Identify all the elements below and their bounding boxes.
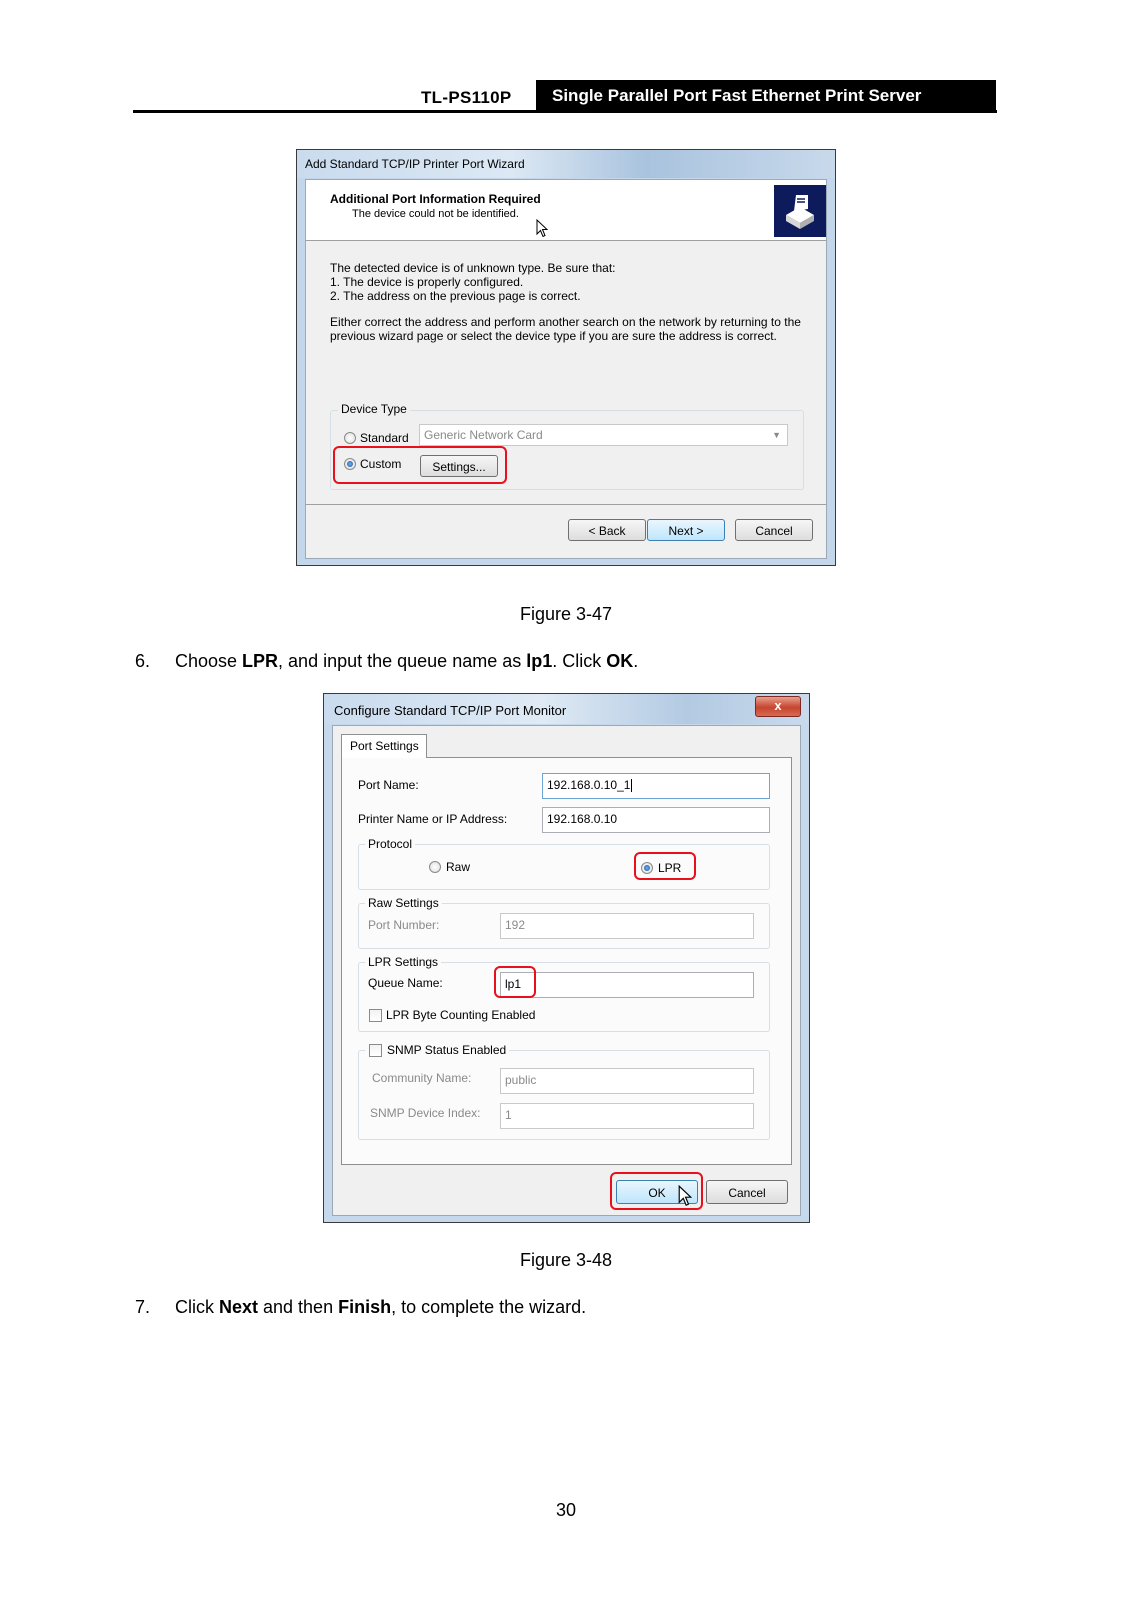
step-7-text-2: and then [258,1297,339,1317]
body-para-line-1: Either correct the address and perform another search on the network by returning to the [330,315,801,329]
step-7-text-1: Click [175,1297,219,1317]
step-7-bold-next: Next [219,1297,259,1317]
wizard-banner [306,180,826,241]
port-name-value: 192.168.0.10_1 [547,778,631,792]
highlight-lpr [634,852,696,880]
back-button[interactable]: < Back [568,519,646,541]
banner-heading: Additional Port Information Required [330,192,541,206]
body-line-1: The detected device is of unknown type. Be sure that: [330,261,616,275]
device-type-select[interactable] [419,424,788,446]
raw-radio[interactable] [429,861,441,873]
step-7-number: 7. [135,1297,151,1317]
ok-button[interactable]: OK [616,1180,698,1204]
protocol-group [358,844,770,890]
banner-subheading: The device could not be identified. [352,208,519,220]
snmp-checkbox[interactable] [369,1044,382,1057]
port-name-field[interactable] [542,773,770,799]
standard-radio[interactable] [344,432,356,444]
next-button[interactable]: Next > [647,519,725,541]
body-line-3: 2. The address on the previous page is correct. [330,289,581,303]
step-6-text-3: . Click [552,651,607,671]
page-number: 30 [555,1500,577,1520]
monitor-title: Configure Standard TCP/IP Port Monitor [334,703,567,718]
mouse-pointer-icon [536,219,548,241]
tcpip-port-wizard-window [296,149,836,566]
device-type-label: Device Type [338,402,410,416]
highlight-custom-settings [333,446,507,484]
snmp-device-index-field[interactable]: 1 [500,1103,754,1129]
step-6-bold-lpr: LPR [242,651,279,671]
wizard-title: Add Standard TCP/IP Printer Port Wizard [305,157,525,171]
step-6-bold-lp1: lp1 [526,651,553,671]
step-6-number: 6. [135,651,151,671]
figure-caption-3-47: Figure 3-47 [519,604,613,624]
step-6 [135,651,638,672]
port-number-field[interactable]: 192 [500,913,754,939]
text-caret [631,779,632,792]
cancel-button[interactable]: Cancel [735,519,813,541]
printer-icon [774,185,826,237]
queue-name-label: Queue Name: [368,976,443,990]
printer-name-label: Printer Name or IP Address: [358,812,508,826]
lpr-settings-label: LPR Settings [365,955,441,969]
tab-port-settings[interactable]: Port Settings [341,734,427,758]
byte-counting-checkbox[interactable] [369,1009,382,1022]
step-7-bold-finish: Finish [338,1297,392,1317]
header-rule [133,110,997,113]
port-settings-panel [341,757,792,1165]
monitor-client-area [332,725,801,1216]
standard-label: Standard [360,431,409,445]
custom-label: Custom [360,457,402,471]
step-6-text-2: , and input the queue name as [278,651,527,671]
wizard-footer-divider [306,504,826,505]
close-icon[interactable]: x [755,696,801,717]
mouse-pointer-icon [678,1185,692,1210]
step-7 [135,1297,586,1318]
printer-name-field[interactable]: 192.168.0.10 [542,807,770,833]
community-name-label: Community Name: [372,1071,472,1085]
body-para-line-2: previous wizard page or select the device type if you are sure the address is correct. [330,329,777,343]
raw-settings-label: Raw Settings [365,896,442,910]
step-6-text-4: . [633,651,639,671]
device-type-select-value: Generic Network Card [424,428,543,442]
protocol-label: Protocol [365,837,415,851]
highlight-queue-name [494,966,536,998]
wizard-client-area [305,179,827,559]
step-7-text-3: , to complete the wizard. [391,1297,587,1317]
raw-label: Raw [446,860,471,874]
community-name-field[interactable]: public [500,1068,754,1094]
header-model: TL-PS110P [421,88,512,107]
settings-button[interactable]: Settings... [420,455,498,477]
monitor-cancel-button[interactable]: Cancel [706,1180,788,1204]
snmp-label: SNMP Status Enabled [365,1043,509,1057]
wizard-titlebar [297,150,835,178]
chevron-down-icon: ▼ [772,430,781,440]
port-name-label: Port Name: [358,778,419,792]
figure-caption-3-48: Figure 3-48 [519,1250,613,1270]
port-monitor-window [323,693,810,1223]
body-line-2: 1. The device is properly configured. [330,275,524,289]
step-6-text-1: Choose [175,651,243,671]
queue-name-field[interactable]: lp1 [500,972,754,998]
lpr-label: LPR [658,861,682,875]
monitor-titlebar [324,694,809,724]
step-6-bold-ok: OK [606,651,634,671]
byte-counting-label: LPR Byte Counting Enabled [386,1008,536,1022]
header-title: Single Parallel Port Fast Ethernet Print Server [536,80,996,112]
snmp-device-index-label: SNMP Device Index: [370,1106,481,1120]
port-number-label: Port Number: [368,918,440,932]
